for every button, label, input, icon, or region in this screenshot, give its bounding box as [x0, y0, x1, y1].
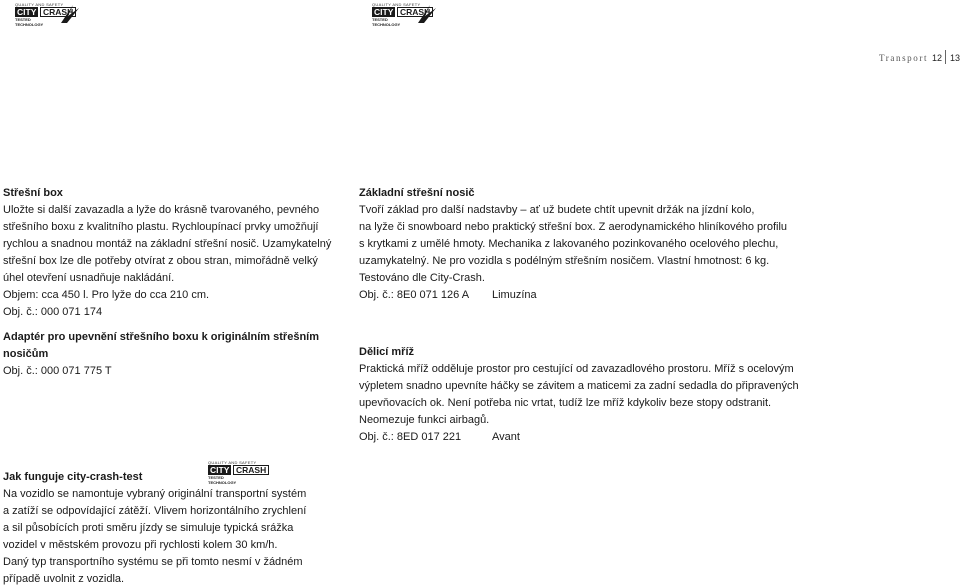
roof-carrier-line: Tvoří základ pro další nadstavby – ať už budete chtít upevnit držák na jízdní kolo,	[359, 204, 755, 216]
divider-grid-line: Praktická mříž odděluje prostor pro cestující od zavazadlového prostoru. Mříž s ocelovým	[359, 363, 794, 375]
roof-box-line: úhel otevření usnadňuje nakládání.	[3, 272, 175, 284]
divider-grid-section	[359, 344, 839, 446]
divider-grid-line: Neomezuje funkci airbagů.	[359, 414, 490, 426]
roof-box-section	[3, 185, 353, 321]
adapter-title: Adaptér pro upevnění střešního boxu k originálním střešním	[3, 331, 319, 343]
city-crash-note	[3, 469, 363, 588]
roof-box-line: Objem: cca 450 l. Pro lyže do cca 210 cm.	[3, 289, 210, 301]
roof-box-line: Uložte si další zavazadla a lyže do krásně tvarovaného, pevného	[3, 204, 320, 216]
logo-city: CITY	[17, 7, 37, 17]
roof-box-line: střešní box lze dle potřeby otvírat z obou stran, mimořádně velký	[3, 255, 318, 267]
city-crash-note-line: a zatíží se odpovídající zátěží. Vlivem horizontálního zrychlení	[3, 505, 307, 517]
page-number-right: 13	[950, 53, 960, 63]
roof-box-line: střešního boxu z kvalitního plastu. Rychloupínací prvky umožňují	[3, 221, 319, 233]
page-number-left: 12	[932, 53, 943, 63]
adapter-order: Obj. č.: 000 071 775 T	[3, 365, 112, 377]
logo-swoosh-icon	[59, 4, 83, 24]
roof-carrier-line: uzamykatelný. Ne pro vozidla s podélným střešním nosičem. Vlastní hmotnost: 6 kg.	[359, 255, 770, 267]
logo-tagline: QUALITY AND SAFETY	[15, 2, 64, 7]
roof-carrier-line: s krytkami z umělé hmoty. Mechanika z lakovaného pozinkovaného ocelového plechu,	[359, 238, 779, 250]
divider-grid-variant: Avant	[492, 431, 520, 443]
city-crash-note-line: a sil působících proti směru jízdy se simuluje typická srážka	[3, 522, 294, 534]
city-crash-logo: QUALITY AND SAFETY CITY CRASH TESTED TECHNOLOGY	[372, 2, 442, 24]
divider-grid-order-row	[359, 429, 839, 446]
city-crash-logo	[15, 2, 85, 27]
page-divider	[945, 50, 946, 64]
logo-swoosh-icon	[416, 4, 440, 24]
adapter-title-cont: nosičům	[3, 348, 49, 360]
logo-tested: TESTED TECHNOLOGY	[15, 17, 44, 27]
logo-crash: CRASH	[40, 7, 76, 17]
roof-carrier-line: na lyže či snowboard nebo praktický střešní box. Z aerodynamického hliníkového profilu	[359, 221, 788, 233]
roof-box-line: rychlou a snadnou montáž na základní střešní nosič. Uzamykatelný	[3, 238, 332, 250]
city-crash-note-line: Na vozidlo se namontuje vybraný originální transportní systém	[3, 488, 307, 500]
roof-carrier-variant: Limuzína	[492, 289, 537, 301]
adapter-section	[3, 329, 353, 380]
roof-carrier-order-row	[359, 287, 839, 304]
city-crash-note-line: vozidel v městském provozu při rychlosti kolem 30 km/h.	[3, 539, 278, 551]
roof-carrier-line: Testováno dle City-Crash.	[359, 272, 485, 284]
roof-box-title: Střešní box	[3, 187, 63, 199]
divider-grid-order: Obj. č.: 8ED 017 221	[359, 431, 462, 443]
roof-carrier-title: Základní střešní nosič	[359, 187, 475, 199]
roof-box-order: Obj. č.: 000 071 174	[3, 306, 103, 318]
divider-grid-line: upevňovacích ok. Není potřeba nic vrtat, tudíž lze mříž kdykoliv beze stopy odstranit.	[359, 397, 772, 409]
city-crash-note-title: Jak funguje city-crash-test	[3, 471, 143, 483]
divider-grid-line: výpletem snadno upevníte háčky se závitem a maticemi za zadní sedadla do připravených	[359, 380, 799, 392]
section-title: Transport	[879, 53, 929, 63]
city-crash-note-line: případě uvolnit z vozidla.	[3, 573, 125, 585]
city-crash-note-line: Daný typ transportního systému se při tomto nesmí v žádném	[3, 556, 303, 568]
city-crash-logo: QUALITY AND SAFETY CITY CRASH TESTED TECHNOLOGY	[208, 460, 278, 482]
roof-carrier-section	[359, 185, 839, 304]
divider-grid-title: Dělicí mříž	[359, 346, 415, 358]
roof-carrier-order: Obj. č.: 8E0 071 126 A	[359, 289, 470, 301]
